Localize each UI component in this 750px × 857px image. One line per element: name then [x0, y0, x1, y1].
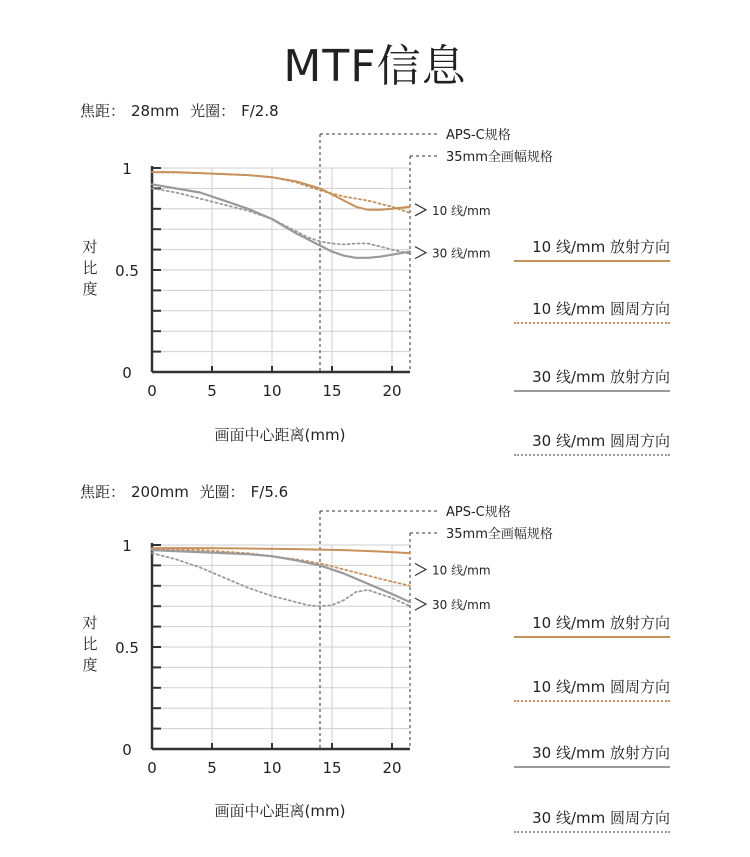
legend-label: 10 线/mm 圆周方向: [532, 678, 670, 696]
y-title-char: 比: [82, 259, 98, 277]
group-label: 30 线/mm: [432, 598, 491, 613]
legend-label: 30 线/mm 圆周方向: [532, 432, 670, 450]
x-tick-label: 20: [382, 759, 402, 777]
x-tick-label: 5: [207, 759, 217, 777]
group-pointer-icon: [415, 598, 426, 610]
x-tick-label: 15: [322, 759, 342, 777]
legend-label: 30 线/mm 放射方向: [532, 368, 670, 386]
aperture-value: F/5.6: [250, 483, 289, 501]
x-tick-label: 5: [207, 382, 217, 400]
y-title-char: 比: [82, 635, 98, 653]
lens-info-1: [80, 100, 285, 121]
x-tick-label: 10: [262, 382, 282, 400]
legend-swatch: [514, 322, 670, 324]
group-label: 30 线/mm: [432, 246, 491, 261]
legend-label: 10 线/mm 放射方向: [532, 614, 670, 632]
legend-swatch: [514, 831, 670, 833]
y-title-char: 对: [82, 614, 98, 632]
legend-swatch: [514, 636, 670, 638]
legend-swatch: [514, 454, 670, 456]
page-title: MTF信息: [283, 41, 467, 92]
legend-item: [514, 742, 670, 772]
mtf-series-line: [152, 553, 410, 606]
y-tick-label: 0.5: [115, 262, 139, 280]
group-pointer-icon: [415, 247, 426, 259]
legend-item: [514, 366, 670, 396]
y-tick-label: 0: [122, 741, 132, 759]
legend-swatch: [514, 766, 670, 768]
y-title-char: 度: [82, 280, 98, 298]
format-label: APS-C规格: [446, 128, 511, 143]
y-axis-title-2: [80, 613, 100, 676]
x-tick-label: 0: [147, 382, 157, 400]
legend-swatch: [514, 700, 670, 702]
legend-swatch: [514, 390, 670, 392]
group-label: 10 线/mm: [432, 563, 491, 578]
y-title-char: 对: [82, 238, 98, 256]
legend-swatch: [514, 260, 670, 262]
legend-label: 30 线/mm 放射方向: [532, 744, 670, 762]
legend-item: [514, 612, 670, 642]
x-tick-label: 15: [322, 382, 342, 400]
y-tick-label: 0.5: [115, 639, 139, 657]
focal-value: 200mm: [131, 483, 189, 501]
x-axis-title-1: 画面中心距离(mm): [214, 426, 346, 444]
group-pointer-icon: [415, 563, 426, 575]
legend-item: [514, 807, 670, 837]
focal-label: 焦距：: [80, 483, 126, 501]
aperture-label: 光圈：: [199, 483, 245, 501]
mtf-series-line: [152, 549, 410, 586]
group-label: 10 线/mm: [432, 203, 491, 218]
y-title-char: 度: [82, 656, 98, 674]
format-label: APS-C规格: [446, 505, 511, 520]
legend-item: [514, 298, 670, 328]
x-axis-title-2: 画面中心距离(mm): [214, 802, 346, 820]
aperture-value: F/2.8: [241, 102, 279, 120]
y-axis-title-1: [80, 237, 100, 300]
y-tick-label: 1: [122, 537, 132, 555]
x-tick-label: 10: [262, 759, 282, 777]
aperture-label: 光圈：: [190, 102, 236, 120]
focal-label: 焦距：: [80, 102, 126, 120]
group-pointer-icon: [415, 204, 426, 216]
y-tick-label: 0: [122, 364, 132, 382]
legend-item: [514, 430, 670, 460]
y-tick-label: 1: [122, 160, 132, 178]
legend-item: [514, 236, 670, 266]
format-label: 35mm全画幅规格: [446, 527, 553, 542]
format-label: 35mm全画幅规格: [446, 150, 553, 165]
legend-label: 10 线/mm 圆周方向: [532, 300, 670, 318]
legend-label: 30 线/mm 圆周方向: [532, 809, 670, 827]
x-tick-label: 20: [382, 382, 402, 400]
legend-item: [514, 676, 670, 706]
x-tick-label: 0: [147, 759, 157, 777]
focal-value: 28mm: [131, 102, 180, 120]
mtf-series-line: [152, 184, 410, 257]
mtf-series-line: [152, 188, 410, 253]
legend-label: 10 线/mm 放射方向: [532, 238, 670, 256]
